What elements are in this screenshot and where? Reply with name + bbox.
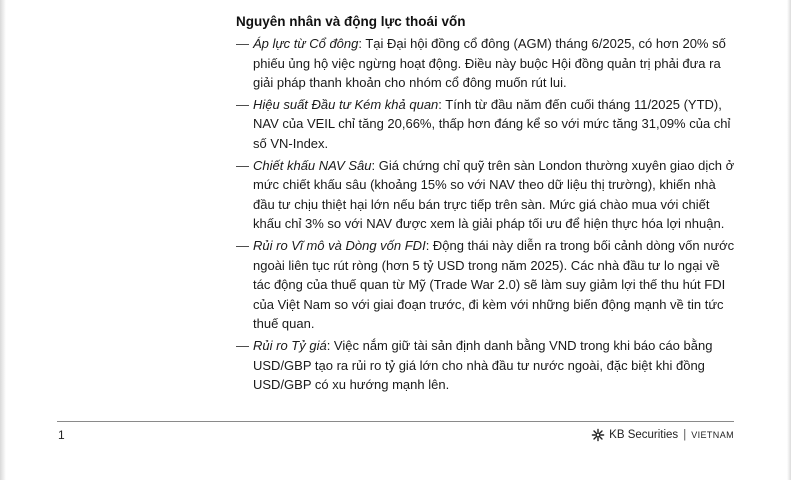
bullet-item <box>236 156 736 234</box>
bullet-list <box>236 34 736 395</box>
bullet-text: : Tại Đại hội đồng cổ đông (AGM) tháng 6/2025, có hơn 20% số phiếu ủng hộ việc ngừng hoạt động. Điều này buộc Hội đồng quản trị phải đưa ra giải pháp thanh khoản cho nhóm cổ đông muốn rút lui. <box>253 36 726 91</box>
dash-icon: — <box>236 157 249 173</box>
bullet-title: Chiết khấu NAV Sâu <box>253 157 372 173</box>
bullet-text: : Tính từ đầu năm đến cuối tháng 11/2025 (YTD), NAV của VEIL chỉ tăng 20,66%, thấp hơn đáng kể so với mức tăng 31,09% của chỉ số VN-Index. <box>253 96 731 151</box>
bullet-text: : Giá chứng chỉ quỹ trên sàn London thường xuyên giao dịch ở mức chiết khấu sâu (khoảng 15% so với NAV theo dữ liệu thị trường), khiến nhà đầu tư chịu thiệt hại lớn nếu bán trực tiếp trên sàn. Mức giá chào mua với chiết khấu chỉ 3% so với NAV được xem là giải pháp tối ưu để hiện thực hóa lợi nhuận. <box>253 157 735 232</box>
bullet-text: : Động thái này diễn ra trong bối cảnh dòng vốn nước ngoài liên tục rút ròng (hơn 5 tỷ USD trong năm 2025). Các nhà đầu tư lo ngại về tác động của thuế quan từ Mỹ (Trade War 2.0) sẽ làm suy giảm lợi thế thu hút FDI của Việt Nam so với giai đoạn trước, đi kèm với những biến động mạnh về tin tức thuế quan. <box>253 237 735 332</box>
brand-region: VIETNAM <box>691 430 734 440</box>
footer-brand <box>591 428 734 442</box>
bullet-title: Hiệu suất Đầu tư Kém khả quan <box>253 96 439 112</box>
bullet-item <box>236 236 736 334</box>
bullet-item <box>236 34 736 93</box>
bullet-title: Rủi ro Tỷ giá <box>253 337 327 353</box>
dash-icon: — <box>236 237 249 253</box>
section-heading: Nguyên nhân và động lực thoái vốn <box>236 14 466 29</box>
page-edge-left <box>0 0 6 480</box>
page-number: 1 <box>58 428 65 442</box>
kb-star-logo-icon <box>591 428 605 442</box>
bullet-text: : Việc nắm giữ tài sản định danh bằng VND trong khi báo cáo bằng USD/GBP tạo ra rủi ro tỷ giá lớn cho nhà đầu tư nước ngoài, đặc biệt khi đồng USD/GBP có xu hướng mạnh lên. <box>253 337 713 393</box>
bullet-item <box>236 95 736 154</box>
bullet-item <box>236 336 736 395</box>
bullet-title: Rủi ro Vĩ mô và Dòng vốn FDI <box>253 237 426 253</box>
document-section <box>236 12 736 397</box>
dash-icon: — <box>236 96 249 112</box>
dash-icon: — <box>236 36 249 51</box>
brand-separator: | <box>683 429 687 441</box>
page-edge-right <box>787 0 791 480</box>
dash-icon: — <box>236 337 249 353</box>
footer-divider <box>57 421 734 422</box>
bullet-title: Áp lực từ Cổ đông <box>253 36 359 51</box>
brand-name: KB Securities <box>609 429 679 441</box>
